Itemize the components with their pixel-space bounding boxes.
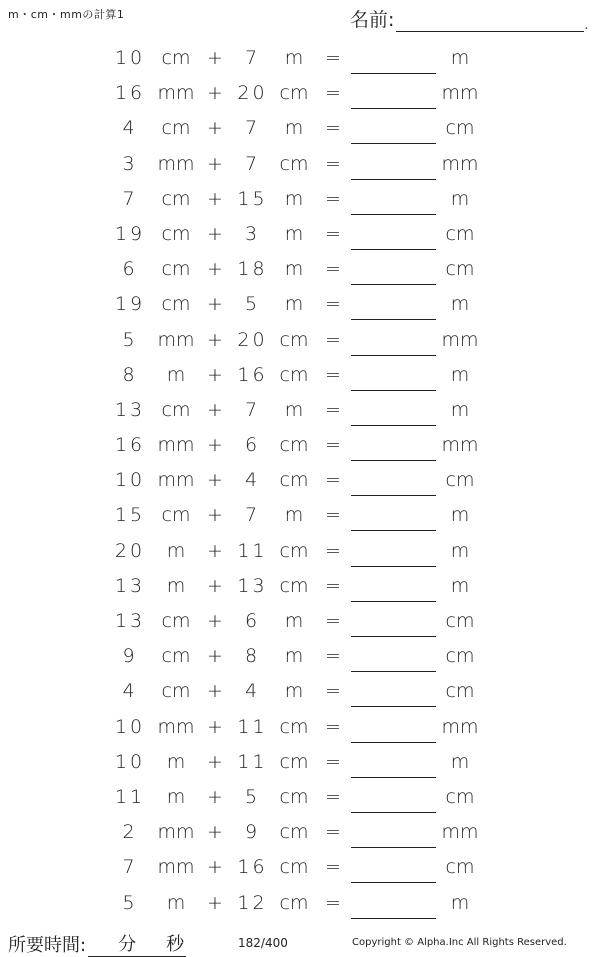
- answer-unit: m: [450, 363, 470, 386]
- first-number: 6: [122, 258, 138, 281]
- first-number: 19: [114, 222, 146, 245]
- first-unit: cm: [161, 117, 191, 140]
- time-label: 所要時間:: [8, 935, 87, 956]
- problem-row: [0, 744, 600, 779]
- answer-unit: cm: [445, 680, 475, 703]
- second-unit: cm: [279, 821, 309, 844]
- plus-sign: +: [207, 293, 223, 316]
- answer-unit: cm: [445, 856, 475, 879]
- first-number: 13: [114, 398, 146, 421]
- problem-row: [0, 709, 600, 744]
- first-unit: mm: [157, 434, 195, 457]
- problem-row: [0, 392, 600, 427]
- first-number: 11: [114, 785, 146, 808]
- equals-sign: =: [325, 891, 341, 914]
- equals-sign: =: [325, 187, 341, 210]
- answer-blank[interactable]: [351, 284, 436, 285]
- problem-row: [0, 251, 600, 286]
- answer-unit: cm: [445, 469, 475, 492]
- answer-unit: cm: [445, 785, 475, 808]
- name-field-area: [350, 5, 588, 32]
- second-unit: cm: [279, 152, 309, 175]
- copyright-text: Copyright © Alpha.Inc All Rights Reserved.: [352, 937, 567, 948]
- first-number: 7: [122, 187, 138, 210]
- first-number: 8: [122, 363, 138, 386]
- second-number: 4: [244, 469, 261, 492]
- second-unit: m: [284, 504, 304, 527]
- answer-blank[interactable]: [351, 706, 436, 707]
- answer-blank[interactable]: [351, 636, 436, 637]
- plus-sign: +: [207, 434, 223, 457]
- answer-blank[interactable]: [351, 530, 436, 531]
- answer-unit: mm: [441, 434, 479, 457]
- answer-unit: m: [450, 539, 470, 562]
- plus-sign: +: [207, 82, 223, 105]
- answer-unit: cm: [445, 222, 475, 245]
- answer-unit: mm: [441, 715, 479, 738]
- first-unit: cm: [161, 645, 191, 668]
- plus-sign: +: [207, 785, 223, 808]
- first-number: 4: [122, 680, 138, 703]
- name-label: 名前:: [350, 9, 395, 31]
- plus-sign: +: [207, 328, 223, 351]
- first-number: 3: [122, 152, 138, 175]
- plus-sign: +: [207, 469, 223, 492]
- problem-row: [0, 146, 600, 181]
- answer-unit: m: [450, 187, 470, 210]
- problem-row: [0, 322, 600, 357]
- second-unit: m: [284, 293, 304, 316]
- equals-sign: =: [325, 680, 341, 703]
- second-unit: cm: [279, 82, 309, 105]
- problem-row: [0, 286, 600, 321]
- time-field-area: [8, 931, 186, 957]
- second-number: 8: [244, 645, 261, 668]
- second-number: 7: [244, 398, 261, 421]
- answer-blank[interactable]: [351, 812, 436, 813]
- problem-row: [0, 75, 600, 110]
- answer-unit: m: [450, 398, 470, 421]
- second-unit: m: [284, 610, 304, 632]
- first-unit: cm: [161, 504, 191, 527]
- second-unit: m: [284, 680, 304, 703]
- plus-sign: +: [207, 398, 223, 421]
- answer-unit: cm: [445, 645, 475, 668]
- equals-sign: =: [325, 539, 341, 562]
- answer-blank[interactable]: [351, 742, 436, 743]
- second-number: 4: [244, 680, 261, 703]
- answer-unit: m: [450, 47, 470, 69]
- problem-row: [0, 357, 600, 392]
- equals-sign: =: [325, 152, 341, 175]
- second-number: 7: [244, 504, 261, 527]
- problem-row: [0, 497, 600, 532]
- minutes-label: 分: [118, 934, 137, 955]
- first-unit: mm: [157, 152, 195, 175]
- equals-sign: =: [325, 82, 341, 105]
- second-unit: m: [284, 645, 304, 668]
- second-number: 7: [244, 152, 261, 175]
- second-unit: m: [284, 187, 304, 210]
- plus-sign: +: [207, 117, 223, 140]
- problem-row: [0, 40, 600, 75]
- seconds-label: 秒: [166, 934, 185, 955]
- first-unit: cm: [161, 398, 191, 421]
- answer-blank[interactable]: [351, 249, 436, 250]
- first-unit: mm: [157, 821, 195, 844]
- equals-sign: =: [325, 574, 341, 597]
- answer-unit: cm: [445, 258, 475, 281]
- second-number: 11: [237, 750, 268, 773]
- second-unit: m: [284, 398, 304, 421]
- answer-blank[interactable]: [351, 882, 436, 883]
- answer-blank[interactable]: [351, 601, 436, 602]
- first-unit: cm: [161, 680, 191, 703]
- plus-sign: +: [207, 187, 223, 210]
- answer-blank[interactable]: [351, 460, 436, 461]
- answer-blank[interactable]: [351, 143, 436, 144]
- first-unit: mm: [157, 469, 195, 492]
- second-unit: cm: [279, 574, 309, 597]
- second-number: 6: [244, 610, 261, 632]
- problem-row: [0, 638, 600, 673]
- equals-sign: =: [325, 47, 341, 69]
- second-number: 13: [237, 574, 268, 597]
- plus-sign: +: [207, 258, 223, 281]
- plus-sign: +: [207, 222, 223, 245]
- first-unit: cm: [161, 293, 191, 316]
- first-unit: mm: [157, 715, 195, 738]
- second-unit: cm: [279, 750, 309, 773]
- second-unit: cm: [279, 785, 309, 808]
- first-number: 9: [122, 645, 138, 668]
- second-number: 5: [244, 293, 261, 316]
- second-unit: m: [284, 47, 304, 69]
- first-unit: cm: [161, 187, 191, 210]
- first-unit: mm: [157, 82, 195, 105]
- plus-sign: +: [207, 363, 223, 386]
- problem-row: [0, 673, 600, 708]
- equals-sign: =: [325, 750, 341, 773]
- problem-row: [0, 110, 600, 145]
- second-number: 6: [244, 434, 261, 457]
- second-unit: cm: [279, 328, 309, 351]
- first-number: 13: [114, 610, 146, 632]
- second-number: 16: [237, 363, 268, 386]
- problem-row: [0, 216, 600, 251]
- answer-unit: m: [450, 750, 470, 773]
- equals-sign: =: [325, 469, 341, 492]
- problem-row: [0, 779, 600, 814]
- first-unit: m: [166, 750, 186, 773]
- first-number: 15: [114, 504, 146, 527]
- problem-row: [0, 427, 600, 462]
- first-number: 5: [122, 328, 138, 351]
- equals-sign: =: [325, 785, 341, 808]
- answer-blank[interactable]: [351, 566, 436, 567]
- plus-sign: +: [207, 680, 223, 703]
- answer-unit: cm: [445, 117, 475, 140]
- second-unit: cm: [279, 856, 309, 879]
- answer-blank[interactable]: [351, 179, 436, 180]
- equals-sign: =: [325, 715, 341, 738]
- first-unit: m: [166, 574, 186, 597]
- second-number: 20: [237, 328, 268, 351]
- answer-blank[interactable]: [351, 108, 436, 109]
- name-line-dot: .: [584, 18, 589, 32]
- second-unit: m: [284, 258, 304, 281]
- second-number: 11: [237, 539, 268, 562]
- second-unit: cm: [279, 715, 309, 738]
- plus-sign: +: [207, 574, 223, 597]
- answer-blank[interactable]: [351, 319, 436, 320]
- first-number: 5: [122, 891, 138, 914]
- second-unit: cm: [279, 891, 309, 914]
- first-unit: mm: [157, 856, 195, 879]
- answer-blank[interactable]: [351, 918, 436, 919]
- worksheet-title: m・cm・mmの計算1: [8, 8, 125, 21]
- answer-blank[interactable]: [351, 214, 436, 215]
- second-number: 15: [237, 187, 268, 210]
- problem-row: [0, 849, 600, 884]
- time-input-line[interactable]: [88, 936, 186, 957]
- first-unit: m: [166, 785, 186, 808]
- name-input-line[interactable]: [396, 11, 584, 32]
- equals-sign: =: [325, 328, 341, 351]
- answer-unit: m: [450, 293, 470, 316]
- problem-row: [0, 181, 600, 216]
- equals-sign: =: [325, 856, 341, 879]
- first-number: 4: [122, 117, 138, 140]
- equals-sign: =: [325, 117, 341, 140]
- first-unit: mm: [157, 328, 195, 351]
- equals-sign: =: [325, 434, 341, 457]
- first-number: 10: [114, 715, 146, 738]
- answer-blank[interactable]: [351, 847, 436, 848]
- first-number: 19: [114, 293, 146, 316]
- answer-blank[interactable]: [351, 425, 436, 426]
- equals-sign: =: [325, 610, 341, 632]
- equals-sign: =: [325, 258, 341, 281]
- page-number: 182/400: [238, 936, 288, 950]
- plus-sign: +: [207, 715, 223, 738]
- answer-unit: mm: [441, 152, 479, 175]
- first-number: 10: [114, 750, 146, 773]
- problem-row: [0, 462, 600, 497]
- answer-blank[interactable]: [351, 777, 436, 778]
- equals-sign: =: [325, 363, 341, 386]
- second-number: 20: [237, 82, 268, 105]
- second-number: 7: [244, 117, 261, 140]
- first-unit: cm: [161, 610, 191, 632]
- plus-sign: +: [207, 504, 223, 527]
- answer-blank[interactable]: [351, 671, 436, 672]
- answer-blank[interactable]: [351, 390, 436, 391]
- plus-sign: +: [207, 750, 223, 773]
- plus-sign: +: [207, 856, 223, 879]
- answer-unit: m: [450, 504, 470, 527]
- second-unit: m: [284, 117, 304, 140]
- first-unit: m: [166, 363, 186, 386]
- first-number: 2: [122, 821, 138, 844]
- first-number: 16: [114, 434, 146, 457]
- plus-sign: +: [207, 645, 223, 668]
- equals-sign: =: [325, 504, 341, 527]
- answer-unit: mm: [441, 821, 479, 844]
- plus-sign: +: [207, 610, 223, 632]
- second-unit: cm: [279, 539, 309, 562]
- problem-row: [0, 568, 600, 603]
- problem-row: [0, 885, 600, 920]
- plus-sign: +: [207, 891, 223, 914]
- answer-unit: mm: [441, 328, 479, 351]
- first-unit: m: [166, 891, 186, 914]
- plus-sign: +: [207, 152, 223, 175]
- first-number: 10: [114, 469, 146, 492]
- equals-sign: =: [325, 645, 341, 668]
- first-unit: cm: [161, 222, 191, 245]
- answer-unit: m: [450, 574, 470, 597]
- second-number: 7: [244, 47, 261, 69]
- problem-row: [0, 814, 600, 849]
- answer-blank[interactable]: [351, 495, 436, 496]
- first-number: 10: [114, 47, 146, 69]
- first-number: 16: [114, 82, 146, 105]
- equals-sign: =: [325, 398, 341, 421]
- second-unit: cm: [279, 434, 309, 457]
- answer-unit: cm: [445, 610, 475, 632]
- problem-row: [0, 533, 600, 568]
- problem-list: [0, 40, 600, 920]
- second-number: 18: [237, 258, 268, 281]
- first-number: 20: [114, 539, 146, 562]
- first-unit: cm: [161, 258, 191, 281]
- answer-blank[interactable]: [351, 355, 436, 356]
- answer-unit: m: [450, 891, 470, 914]
- first-unit: cm: [161, 47, 191, 69]
- plus-sign: +: [207, 47, 223, 69]
- first-number: 7: [122, 856, 138, 879]
- answer-blank[interactable]: [351, 73, 436, 74]
- second-unit: cm: [279, 469, 309, 492]
- equals-sign: =: [325, 821, 341, 844]
- second-unit: m: [284, 222, 304, 245]
- second-number: 11: [237, 715, 268, 738]
- second-number: 16: [237, 856, 268, 879]
- first-unit: m: [166, 539, 186, 562]
- second-number: 9: [244, 821, 261, 844]
- second-number: 5: [244, 785, 261, 808]
- plus-sign: +: [207, 821, 223, 844]
- second-number: 12: [237, 891, 268, 914]
- equals-sign: =: [325, 222, 341, 245]
- plus-sign: +: [207, 539, 223, 562]
- equals-sign: =: [325, 293, 341, 316]
- second-unit: cm: [279, 363, 309, 386]
- answer-unit: mm: [441, 82, 479, 105]
- second-number: 3: [244, 222, 261, 245]
- first-number: 13: [114, 574, 146, 597]
- problem-row: [0, 603, 600, 638]
